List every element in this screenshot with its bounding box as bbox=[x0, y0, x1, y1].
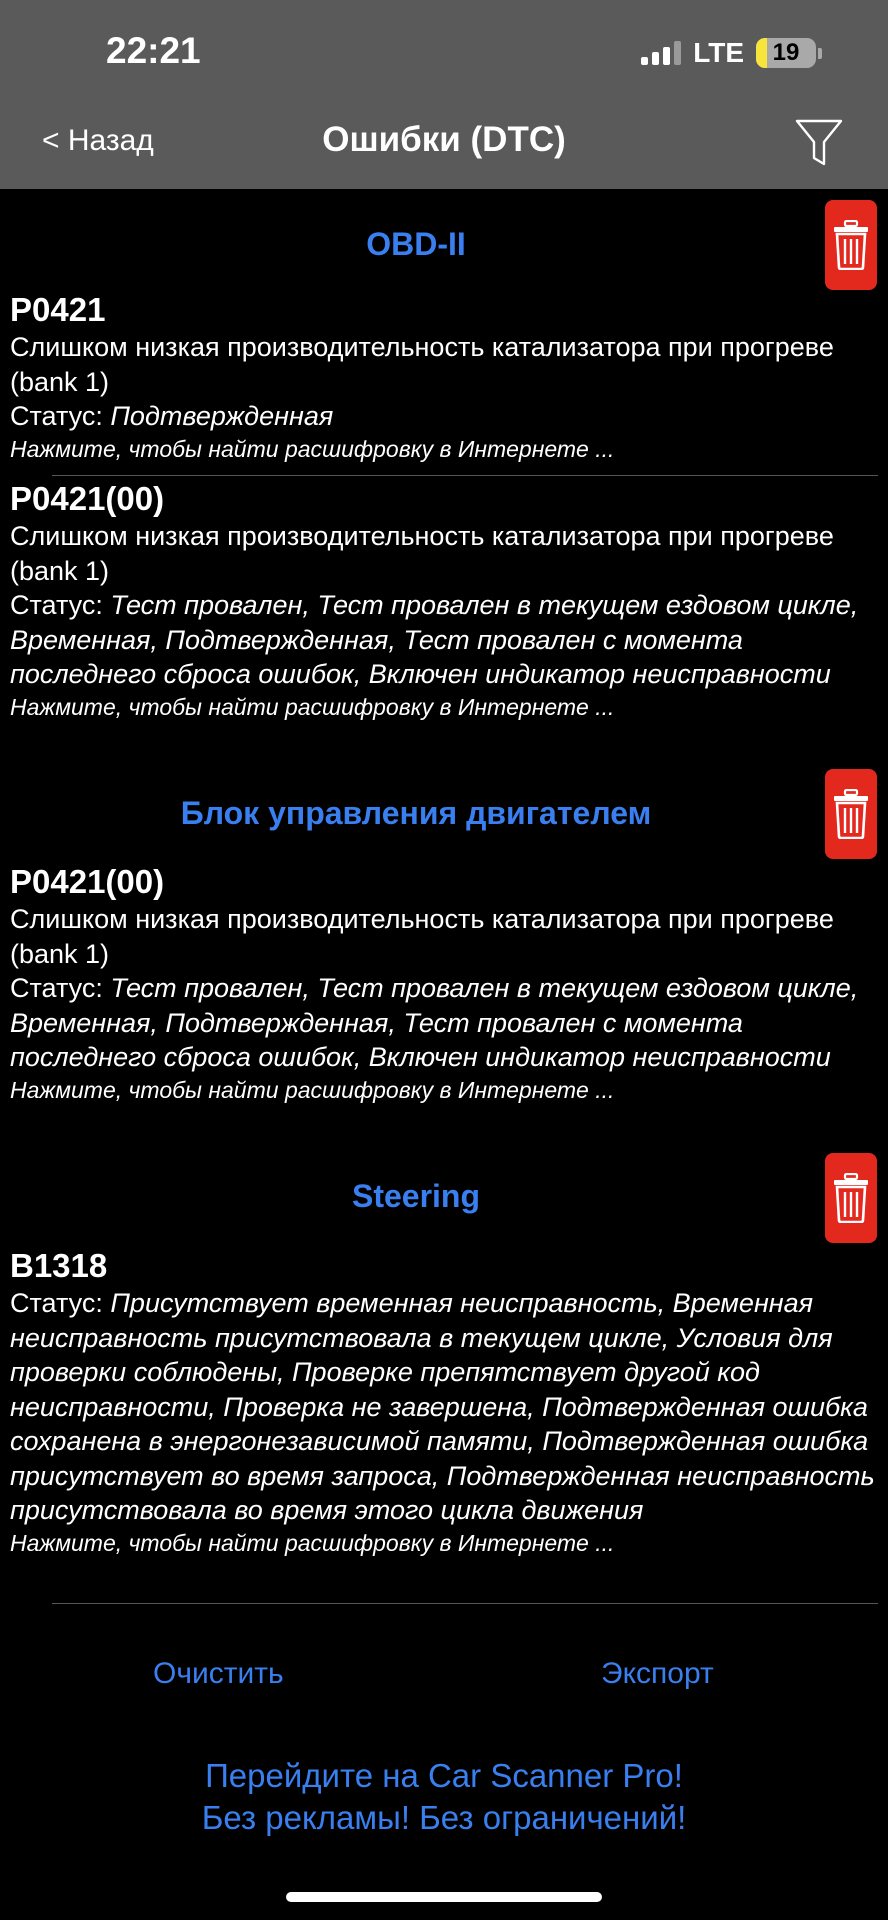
search-online-hint[interactable]: Нажмите, чтобы найти расшифровку в Интернете ... bbox=[10, 1529, 615, 1556]
divider bbox=[52, 475, 878, 476]
filter-icon[interactable] bbox=[795, 118, 843, 168]
delete-engine-button[interactable] bbox=[825, 769, 877, 859]
section-title-engine: Блок управления двигателем bbox=[180, 795, 652, 831]
dtc-description: Слишком низкая производительность катализатора при прогреве (bank 1) bbox=[10, 332, 834, 397]
trash-icon bbox=[833, 789, 869, 839]
search-online-hint[interactable]: Нажмите, чтобы найти расшифровку в Интернете ... bbox=[10, 693, 615, 720]
clear-button[interactable]: Очистить bbox=[153, 1657, 284, 1690]
status-label: Статус: bbox=[10, 1288, 111, 1318]
delete-steering-button[interactable] bbox=[825, 1153, 877, 1243]
status-value: Тест провален, Тест провален в текущем ездовом цикле, Временная, Подтвержденная, Тест провален с момента последнего сброса ошибок, Включен индикатор неисправности bbox=[10, 973, 859, 1072]
export-button[interactable]: Экспорт bbox=[601, 1657, 714, 1690]
promo-line-2: Без рекламы! Без ограничений! bbox=[201, 1799, 687, 1836]
dtc-item[interactable] bbox=[10, 290, 880, 464]
dtc-status bbox=[10, 588, 880, 692]
dtc-code: P0421(00) bbox=[10, 480, 165, 517]
delete-obd2-button[interactable] bbox=[825, 200, 877, 290]
battery-tip bbox=[818, 48, 822, 59]
dtc-code: B1318 bbox=[10, 1247, 108, 1284]
dtc-item[interactable] bbox=[10, 479, 880, 722]
home-indicator[interactable] bbox=[286, 1892, 602, 1902]
status-indicators bbox=[641, 36, 822, 70]
back-button[interactable]: < Назад bbox=[42, 124, 154, 157]
dtc-description: Слишком низкая производительность катализатора при прогреве (bank 1) bbox=[10, 904, 834, 969]
status-label: Статус: bbox=[10, 973, 111, 1003]
status-label: Статус: bbox=[10, 401, 111, 431]
search-online-hint[interactable]: Нажмите, чтобы найти расшифровку в Интернете ... bbox=[10, 435, 615, 462]
pro-upgrade-link[interactable] bbox=[0, 1755, 888, 1839]
dtc-status bbox=[10, 1286, 880, 1528]
search-online-hint[interactable]: Нажмите, чтобы найти расшифровку в Интернете ... bbox=[10, 1076, 615, 1103]
dtc-item[interactable] bbox=[10, 862, 880, 1105]
network-type: LTE bbox=[693, 37, 744, 68]
navigation-header bbox=[0, 0, 888, 189]
divider bbox=[52, 1603, 878, 1604]
dtc-code: P0421(00) bbox=[10, 863, 165, 900]
section-title-steering: Steering bbox=[351, 1178, 481, 1214]
dtc-status bbox=[10, 399, 880, 434]
page-title: Ошибки (DTC) bbox=[322, 120, 566, 159]
dtc-status bbox=[10, 971, 880, 1075]
dtc-item[interactable] bbox=[10, 1246, 880, 1558]
section-title-obd2: OBD-II bbox=[366, 226, 466, 262]
trash-icon bbox=[833, 1173, 869, 1223]
status-value: Подтвержденная bbox=[110, 401, 334, 431]
promo-line-1: Перейдите на Car Scanner Pro! bbox=[205, 1757, 683, 1794]
status-value: Присутствует временная неисправность, Временная неисправность присутствовала в текущем цикле, Условия для проверки соблюдены, Проверке препятствует другой код неисправности, Проверка не завершена, Подтвержденная ошибка сохранена в энергонезависимой памяти, Подтвержденная ошибка присутствует во время запроса, Подтвержденная неисправность присутствовала во время этого цикла движения bbox=[10, 1288, 875, 1525]
battery-percent: 19 bbox=[772, 39, 800, 66]
dtc-code: P0421 bbox=[10, 291, 106, 328]
status-time: 22:21 bbox=[106, 30, 201, 71]
status-value: Тест провален, Тест провален в текущем ездовом цикле, Временная, Подтвержденная, Тест провален с момента последнего сброса ошибок, Включен индикатор неисправности bbox=[10, 590, 859, 689]
dtc-description: Слишком низкая производительность катализатора при прогреве (bank 1) bbox=[10, 521, 834, 586]
signal-icon bbox=[641, 41, 681, 65]
status-label: Статус: bbox=[10, 590, 111, 620]
battery-icon bbox=[756, 38, 816, 68]
trash-icon bbox=[833, 220, 869, 270]
